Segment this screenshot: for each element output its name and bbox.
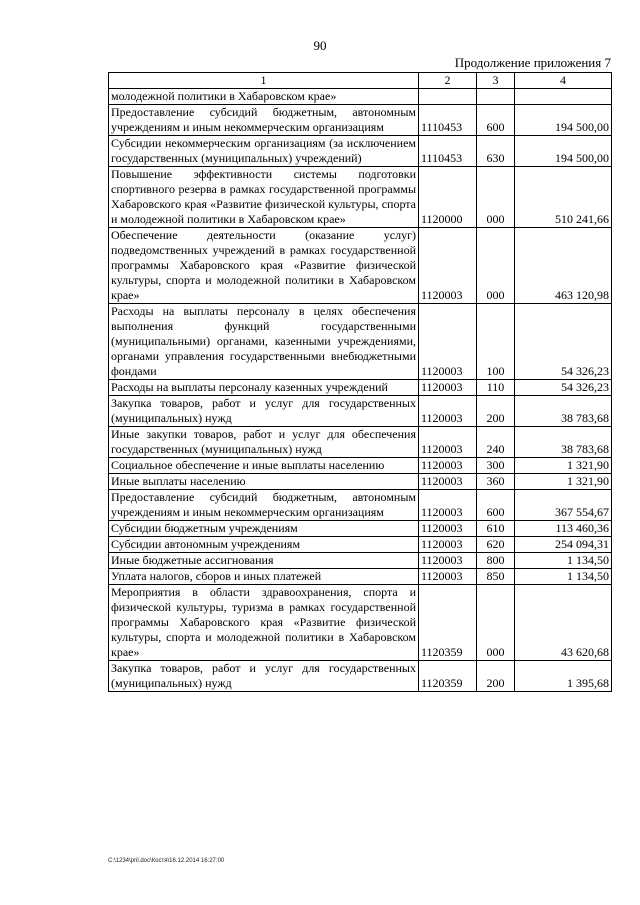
- table-row: [109, 490, 612, 521]
- row-code: 1120003: [419, 228, 477, 304]
- row-code: 1110453: [419, 136, 477, 167]
- row-code: 1120003: [419, 569, 477, 585]
- row-code: [419, 89, 477, 105]
- row-name: Субсидии автономным учреждениям: [109, 537, 419, 553]
- row-type: 000: [477, 167, 515, 228]
- row-sum: 510 241,66: [515, 167, 612, 228]
- row-name: Иные бюджетные ассигнования: [109, 553, 419, 569]
- table-row: [109, 228, 612, 304]
- row-name: Иные выплаты населению: [109, 474, 419, 490]
- row-code: 1120003: [419, 490, 477, 521]
- table-row: [109, 661, 612, 692]
- row-code: 1120003: [419, 521, 477, 537]
- table-row: [109, 89, 612, 105]
- row-name: Субсидии некоммерческим организациям (за исключением государственных (муниципальных) учреждений): [109, 136, 419, 167]
- table-row: [109, 521, 612, 537]
- row-sum: 1 395,68: [515, 661, 612, 692]
- row-sum: 367 554,67: [515, 490, 612, 521]
- row-name: Предоставление субсидий бюджетным, автономным учреждениям и иным некоммерческим организациям: [109, 105, 419, 136]
- table-row: [109, 569, 612, 585]
- row-sum: 43 620,68: [515, 585, 612, 661]
- row-type: [477, 89, 515, 105]
- row-sum: 194 500,00: [515, 136, 612, 167]
- continuation-label: Продолжение приложения 7: [454, 55, 611, 70]
- row-type: 360: [477, 474, 515, 490]
- row-code: 1120359: [419, 585, 477, 661]
- row-code: 1120003: [419, 304, 477, 380]
- row-type: 300: [477, 458, 515, 474]
- row-code: 1110453: [419, 105, 477, 136]
- row-name: Социальное обеспечение и иные выплаты населению: [109, 458, 419, 474]
- row-name: Предоставление субсидий бюджетным, автономным учреждениям и иным некоммерческим организациям: [109, 490, 419, 521]
- row-name: Обеспечение деятельности (оказание услуг) подведомственных учреждений в рамках государственной программы Хабаровского края «Развитие физической культуры, спорта и молодежной политики в Хабаровском крае»: [109, 228, 419, 304]
- row-sum: 54 326,23: [515, 304, 612, 380]
- row-name: Расходы на выплаты персоналу в целях обеспечения выполнения функций государственными (муниципальными) органами, казенными учреждениями, органами управления государственными внебюджетными фондами: [109, 304, 419, 380]
- row-sum: 463 120,98: [515, 228, 612, 304]
- table-row: [109, 136, 612, 167]
- row-code: 1120000: [419, 167, 477, 228]
- row-type: 800: [477, 553, 515, 569]
- row-name: Закупка товаров, работ и услуг для государственных (муниципальных) нужд: [109, 661, 419, 692]
- row-sum: 1 134,50: [515, 553, 612, 569]
- budget-table: [108, 72, 612, 692]
- table-row: [109, 537, 612, 553]
- row-type: 610: [477, 521, 515, 537]
- row-type: 200: [477, 661, 515, 692]
- row-type: 850: [477, 569, 515, 585]
- header-col-2: 2: [419, 73, 477, 89]
- row-type: 240: [477, 427, 515, 458]
- table-row: [109, 458, 612, 474]
- row-code: 1120003: [419, 427, 477, 458]
- row-code: 1120003: [419, 537, 477, 553]
- row-type: 620: [477, 537, 515, 553]
- row-code: 1120003: [419, 474, 477, 490]
- header-col-4: 4: [515, 73, 612, 89]
- table-row: [109, 553, 612, 569]
- row-sum: [515, 89, 612, 105]
- header-col-1: 1: [109, 73, 419, 89]
- row-name: Субсидии бюджетным учреждениям: [109, 521, 419, 537]
- file-path-footer: C:\1234\pril.doc\Костя\16.12.2014 16:27:00: [108, 858, 225, 864]
- table-row: [109, 474, 612, 490]
- row-code: 1120003: [419, 380, 477, 396]
- row-sum: 1 321,90: [515, 474, 612, 490]
- row-sum: 38 783,68: [515, 396, 612, 427]
- table-row: [109, 380, 612, 396]
- row-type: 600: [477, 105, 515, 136]
- table-row: [109, 304, 612, 380]
- row-code: 1120003: [419, 458, 477, 474]
- row-code: 1120359: [419, 661, 477, 692]
- page-number: 90: [313, 38, 327, 53]
- row-name: Иные закупки товаров, работ и услуг для обеспечения государственных (муниципальных) нужд: [109, 427, 419, 458]
- header-col-3: 3: [477, 73, 515, 89]
- row-code: 1120003: [419, 396, 477, 427]
- row-sum: 254 094,31: [515, 537, 612, 553]
- table-row: [109, 396, 612, 427]
- table-row: [109, 105, 612, 136]
- row-sum: 194 500,00: [515, 105, 612, 136]
- row-type: 200: [477, 396, 515, 427]
- row-type: 630: [477, 136, 515, 167]
- row-sum: 1 134,50: [515, 569, 612, 585]
- row-name: Расходы на выплаты персоналу казенных учреждений: [109, 380, 419, 396]
- row-name: Мероприятия в области здравоохранения, спорта и физической культуры, туризма в рамках государственной программы Хабаровского края «Развитие физической культуры, спорта и молодежной политики в Хабаровском крае»: [109, 585, 419, 661]
- header-row: [109, 73, 612, 89]
- table-row: [109, 167, 612, 228]
- table-row: [109, 585, 612, 661]
- row-type: 000: [477, 228, 515, 304]
- row-type: 000: [477, 585, 515, 661]
- row-sum: 38 783,68: [515, 427, 612, 458]
- row-name: Уплата налогов, сборов и иных платежей: [109, 569, 419, 585]
- row-sum: 113 460,36: [515, 521, 612, 537]
- row-type: 600: [477, 490, 515, 521]
- row-name: Закупка товаров, работ и услуг для государственных (муниципальных) нужд: [109, 396, 419, 427]
- row-type: 110: [477, 380, 515, 396]
- row-code: 1120003: [419, 553, 477, 569]
- row-sum: 1 321,90: [515, 458, 612, 474]
- row-sum: 54 326,23: [515, 380, 612, 396]
- row-type: 100: [477, 304, 515, 380]
- row-name: молодежной политики в Хабаровском крае»: [109, 89, 419, 105]
- table-row: [109, 427, 612, 458]
- row-name: Повышение эффективности системы подготовки спортивного резерва в рамках государственной программы Хабаровского края «Развитие физической культуры, спорта и молодежной политики в Хабаровском крае»: [109, 167, 419, 228]
